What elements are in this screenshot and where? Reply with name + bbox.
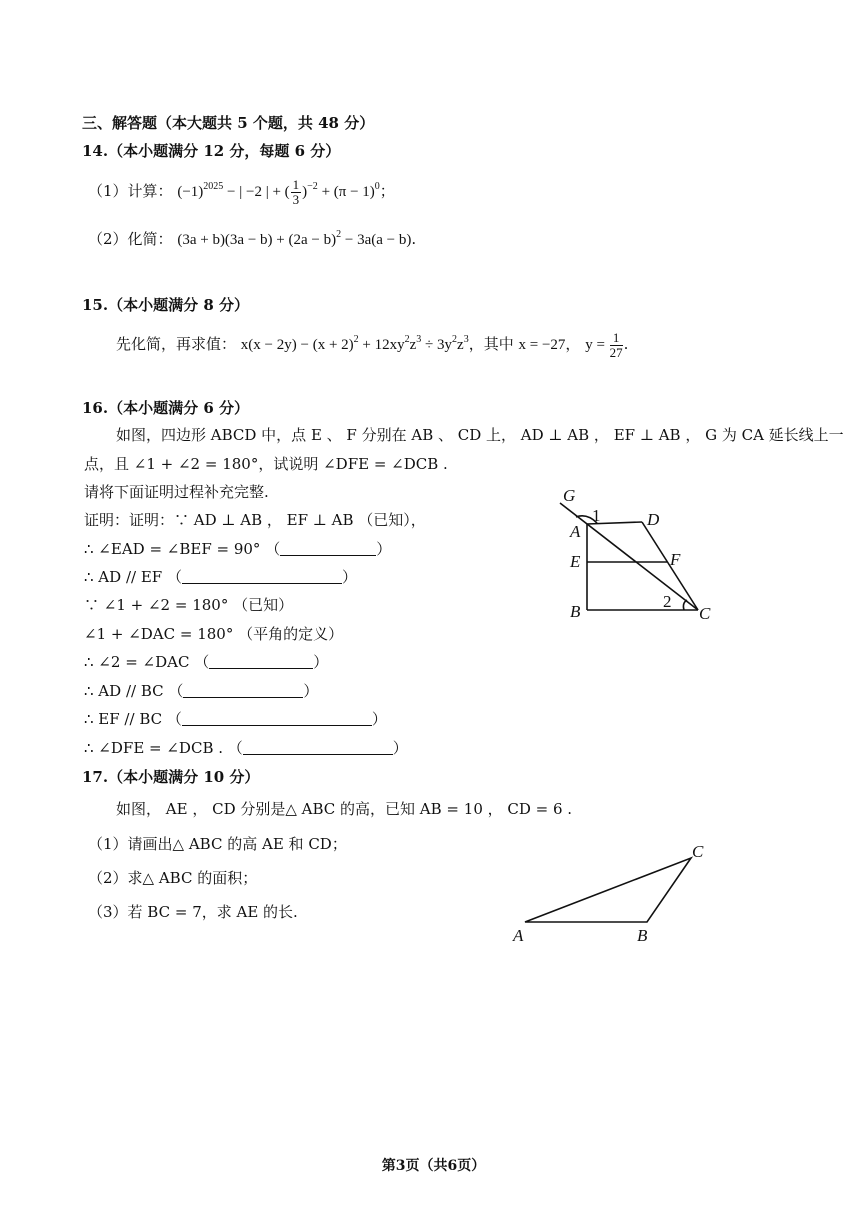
q15-y-value: y = $\frac{1}{27}$: [585, 330, 623, 360]
label-a: A: [570, 522, 581, 541]
proof-line-5: ∠1 + ∠DAC = 180° （平角的定义）: [84, 625, 344, 643]
q16-number: 16.: [82, 399, 109, 417]
q14-part2: （2）化简： $(3a + b)(3a - b) + (2a - b)^2 - 3a(a - b)$.: [88, 229, 417, 248]
fraction-one-third: $\frac{1}{3}$: [292, 177, 300, 207]
q14-number: 14.: [82, 142, 109, 160]
label-a: A: [513, 926, 524, 945]
q15-title: （本小题满分 8 分）: [108, 296, 249, 314]
proof-line-7: ∴ AD // BC （ ）: [84, 682, 319, 700]
q16-intro-line1: 如图，四边形 ABCD 中，点 E 、 F 分别在 AB 、 CD 上， AD ⊥ AB ， EF ⊥ AB ， G 为 CA 延长线上一: [116, 426, 844, 444]
proof-blank-6[interactable]: [243, 740, 393, 755]
proof-line-4: ∵ ∠1 + ∠2 = 180° （已知）: [84, 596, 294, 614]
q14-part2-label: （2）化简：: [88, 230, 173, 248]
q16-heading: [82, 398, 249, 418]
q14-part1-label: （1）计算：: [88, 181, 173, 200]
q14-part2-expression: $(3a + b)(3a - b) + (2a - b)^2 - 3a(a - b)$: [177, 229, 412, 248]
q15-body: 先化简，再求值： $x(x - 2y) - (x + 2)^2 + 12xy^2z^3 \div 3y^2z^3$，其中 x = −27， y = $\frac{1}{27}$ .: [116, 330, 629, 360]
q17-part1: （1）请画出△ ABC 的高 AE 和 CD；: [88, 835, 347, 853]
label-f: F: [670, 550, 681, 569]
label-b: B: [570, 602, 581, 621]
q15-x-value: x = −27: [518, 336, 566, 353]
proof-line-9: ∴ ∠DFE = ∠DCB . （ ）: [84, 739, 408, 757]
label-b: B: [637, 926, 648, 945]
q14-part1: （1）计算： $(-1)^{2025}$ − | −2 | + ( $\frac{1}{3}$ )$^{-2} + (\pi - 1)^0$；: [88, 177, 395, 207]
q15-heading: [82, 295, 249, 315]
page-footer: 第3页（共6页）: [381, 1158, 486, 1174]
proof-blank-2[interactable]: [182, 569, 342, 584]
triangle-abc: [525, 858, 691, 922]
label-angle-1: 1: [592, 506, 601, 525]
proof-blank-3[interactable]: [209, 654, 313, 669]
label-c: C: [699, 604, 711, 623]
proof-blank-1[interactable]: [280, 541, 376, 556]
proof-blank-5[interactable]: [182, 711, 372, 726]
q15-lead: 先化简，再求值：: [116, 334, 237, 353]
q16-figure: [540, 480, 730, 630]
q15-number: 15.: [82, 296, 109, 314]
proof-line-8: ∴ EF // BC （ ）: [84, 710, 387, 728]
q17-number: 17.: [82, 768, 109, 786]
q17-intro: 如图， AE ， CD 分别是△ ABC 的高，已知 AB = 10 ， CD = 6 .: [116, 800, 573, 818]
label-c: C: [692, 842, 704, 861]
label-e: E: [570, 552, 581, 571]
proof-line-2: ∴ ∠EAD = ∠BEF = 90° （ ）: [84, 540, 392, 558]
q14-title: （本小题满分 12 分，每题 6 分）: [108, 142, 341, 160]
label-g: G: [563, 486, 576, 505]
proof-line-6: ∴ ∠2 = ∠DAC （ ）: [84, 653, 329, 671]
proof-line-1: 证明：证明：∵ AD ⊥ AB ， EF ⊥ AB （已知），: [84, 511, 426, 529]
section-header: 三、解答题（本大题共 5 个题，共 48 分）: [82, 114, 375, 132]
q17-part2: （2）求△ ABC 的面积；: [88, 869, 258, 887]
q14-part1-expression: $(-1)^{2025}$ − | −2 | + ( $\frac{1}{3}$ )$^{-2} + (\pi - 1)^0$: [177, 177, 380, 207]
q16-instruction: 请将下面证明过程补充完整.: [84, 483, 269, 501]
proof-line-3: ∴ AD // EF （ ）: [84, 568, 357, 586]
q16-title: （本小题满分 6 分）: [108, 399, 249, 417]
q14-heading: [82, 141, 340, 161]
label-d: D: [647, 510, 660, 529]
label-angle-2: 2: [663, 592, 672, 611]
q17-title: （本小题满分 10 分）: [108, 768, 260, 786]
q17-heading: [82, 767, 259, 787]
q15-expression: $x(x - 2y) - (x + 2)^2 + 12xy^2z^3 \div 3y^2z^3$: [240, 333, 469, 353]
q17-part3: （3）若 BC = 7，求 AE 的长.: [88, 903, 298, 921]
proof-blank-4[interactable]: [183, 683, 303, 698]
q16-intro-line2: 点，且 ∠1 + ∠2 = 180°，试说明 ∠DFE = ∠DCB .: [84, 455, 448, 473]
q17-figure: [505, 835, 720, 945]
